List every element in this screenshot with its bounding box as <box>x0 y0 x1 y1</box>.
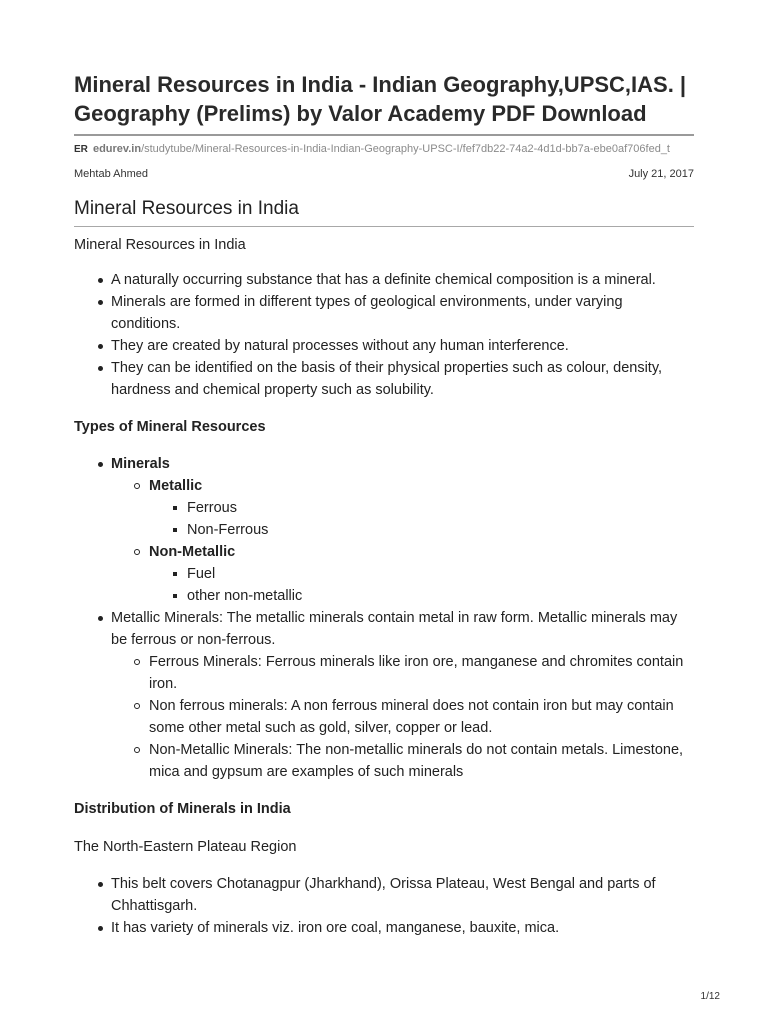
list-item: Non-Metallic Minerals: The non-metallic minerals do not contain metals. Limestone, mica and gypsum are examples of such minerals <box>111 739 694 783</box>
author-name: Mehtab Ahmed <box>74 168 148 180</box>
list-item: This belt covers Chotanagpur (Jharkhand), Orissa Plateau, West Bengal and parts of Chhattisgarh. <box>74 873 694 917</box>
list-item: They are created by natural processes without any human interference. <box>74 335 694 357</box>
list-item: Minerals are formed in different types of geological environments, under varying conditions. <box>74 291 694 335</box>
circle-bullet-icon <box>134 659 140 665</box>
non-metallic-sublist <box>149 563 694 607</box>
list-item: other non-metallic <box>149 585 694 607</box>
minerals-sublist <box>111 475 694 607</box>
distribution-heading: Distribution of Minerals in India <box>74 801 291 817</box>
square-bullet-icon <box>173 506 177 510</box>
bullet-icon <box>98 344 103 349</box>
bullet-icon <box>98 462 103 467</box>
source-path: /studytube/Mineral-Resources-in-India-Indian-Geography-UPSC-I/fef7db22-74a2-4d1d-bb7a-ebe0af706fed_t <box>141 143 670 155</box>
edurev-logo-icon: ER <box>74 144 88 155</box>
section-heading: Mineral Resources in India <box>74 198 299 219</box>
circle-bullet-icon <box>134 747 140 753</box>
list-item-minerals: Minerals Metallic Ferrous Non-Ferrous Non-Metallic Fuel other non-metallic <box>74 453 694 607</box>
bullet-icon <box>98 366 103 371</box>
bullet-icon <box>98 300 103 305</box>
meta-row <box>74 167 694 181</box>
circle-bullet-icon <box>134 549 140 555</box>
circle-bullet-icon <box>134 483 140 489</box>
bullet-icon <box>98 278 103 283</box>
metallic-sublist <box>149 497 694 541</box>
document-page <box>74 70 694 939</box>
list-item: Ferrous Minerals: Ferrous minerals like iron ore, manganese and chromites contain iron. <box>111 651 694 695</box>
square-bullet-icon <box>173 572 177 576</box>
list-item-metallic-minerals: Metallic Minerals: The metallic minerals contain metal in raw form. Metallic minerals may be ferrous or non-ferrous. Ferrous Minerals: Ferrous minerals like iron ore, manganese and chromites contain iron. Non ferrous minerals: A non ferrous mineral does not contain iron but may contain some other metal such as gold, silver, copper or lead. Non-Metallic Minerals: The non-metallic minerals do not contain metals. Limestone, mica and gypsum are examples of such minerals <box>74 607 694 783</box>
list-item-non-metallic: Non-Metallic Fuel other non-metallic <box>111 541 694 607</box>
list-item: It has variety of minerals viz. iron ore coal, manganese, bauxite, mica. <box>74 917 694 939</box>
bullet-icon <box>98 926 103 931</box>
types-list <box>74 453 694 783</box>
region-paragraph: The North-Eastern Plateau Region <box>74 839 297 855</box>
distribution-list <box>74 873 694 939</box>
page-number: 1/12 <box>700 991 720 1002</box>
intro-bullet-list <box>74 269 694 401</box>
intro-paragraph: Mineral Resources in India <box>74 237 246 253</box>
types-heading: Types of Mineral Resources <box>74 419 266 435</box>
circle-bullet-icon <box>134 703 140 709</box>
metallic-minerals-sublist <box>111 651 694 783</box>
list-item: They can be identified on the basis of their physical properties such as colour, density, hardness and chemical property such as solubility. <box>74 357 694 401</box>
bullet-icon <box>98 616 103 621</box>
source-link[interactable] <box>74 141 694 158</box>
list-item: Non-Ferrous <box>149 519 694 541</box>
square-bullet-icon <box>173 528 177 532</box>
list-item: A naturally occurring substance that has a definite chemical composition is a mineral. <box>74 269 694 291</box>
bullet-icon <box>98 882 103 887</box>
section-divider <box>74 226 694 227</box>
list-item: Ferrous <box>149 497 694 519</box>
list-item-metallic: Metallic Ferrous Non-Ferrous <box>111 475 694 541</box>
document-title: Mineral Resources in India - Indian Geography,UPSC,IAS. | Geography (Prelims) by Valor Academy PDF Download <box>74 72 687 126</box>
title-divider <box>74 134 694 136</box>
source-domain: edurev.in <box>92 143 142 155</box>
square-bullet-icon <box>173 594 177 598</box>
publish-date: July 21, 2017 <box>628 168 694 180</box>
list-item: Fuel <box>149 563 694 585</box>
list-item: Non ferrous minerals: A non ferrous mineral does not contain iron but may contain some other metal such as gold, silver, copper or lead. <box>111 695 694 739</box>
